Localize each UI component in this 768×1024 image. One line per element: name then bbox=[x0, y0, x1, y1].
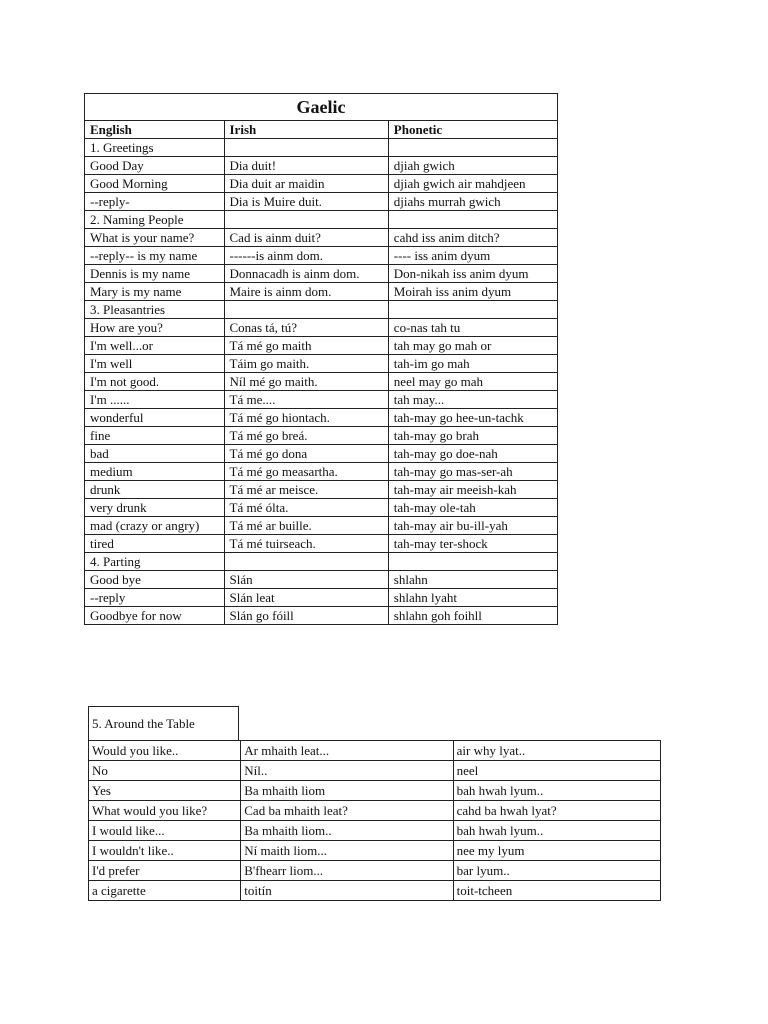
table-cell: bad bbox=[85, 445, 225, 463]
table-cell: Tá mé go dona bbox=[224, 445, 388, 463]
table-title: Gaelic bbox=[85, 94, 558, 121]
table-cell: 1. Greetings bbox=[85, 139, 225, 157]
table-row bbox=[85, 445, 558, 463]
table-cell: Slán leat bbox=[224, 589, 388, 607]
table-row bbox=[85, 427, 558, 445]
table-cell: I would like... bbox=[89, 821, 241, 841]
table-cell: Tá mé go breá. bbox=[224, 427, 388, 445]
table-cell: djiahs murrah gwich bbox=[388, 193, 557, 211]
table-row bbox=[85, 409, 558, 427]
table-cell: I'm ...... bbox=[85, 391, 225, 409]
table-cell: tah-may ole-tah bbox=[388, 499, 557, 517]
table-cell: Would you like.. bbox=[89, 741, 241, 761]
table-cell: drunk bbox=[85, 481, 225, 499]
table-row bbox=[85, 535, 558, 553]
table-cell: ---- iss anim dyum bbox=[388, 247, 557, 265]
table-cell: --reply bbox=[85, 589, 225, 607]
header-row bbox=[85, 121, 558, 139]
table-cell: Táim go maith. bbox=[224, 355, 388, 373]
table-cell bbox=[224, 553, 388, 571]
table-row bbox=[85, 301, 558, 319]
table-row bbox=[89, 801, 661, 821]
table-cell: Dia is Muire duit. bbox=[224, 193, 388, 211]
table-row bbox=[85, 517, 558, 535]
table-row bbox=[85, 391, 558, 409]
table-cell: Mary is my name bbox=[85, 283, 225, 301]
table-cell: Tá me.... bbox=[224, 391, 388, 409]
table-cell: Ar mhaith leat... bbox=[241, 741, 453, 761]
table-cell: Good Day bbox=[85, 157, 225, 175]
table-row bbox=[89, 861, 661, 881]
table-row bbox=[85, 463, 558, 481]
table-cell: toit-tcheen bbox=[453, 881, 660, 901]
table-cell: tah-may go hee-un-tachk bbox=[388, 409, 557, 427]
table-cell: tah-may go brah bbox=[388, 427, 557, 445]
table-cell: co-nas tah tu bbox=[388, 319, 557, 337]
table-row bbox=[85, 211, 558, 229]
table-cell: No bbox=[89, 761, 241, 781]
table-cell: neel bbox=[453, 761, 660, 781]
table-cell: a cigarette bbox=[89, 881, 241, 901]
table-cell: Tá mé go maith bbox=[224, 337, 388, 355]
table-cell: 4. Parting bbox=[85, 553, 225, 571]
table-cell: djiah gwich air mahdjeen bbox=[388, 175, 557, 193]
table-cell: --reply- bbox=[85, 193, 225, 211]
table-cell: Tá mé ar meisce. bbox=[224, 481, 388, 499]
table-cell: Conas tá, tú? bbox=[224, 319, 388, 337]
table-cell: Slán go fóill bbox=[224, 607, 388, 625]
table-cell: tah-may go doe-nah bbox=[388, 445, 557, 463]
table-cell: Tá mé ar buille. bbox=[224, 517, 388, 535]
table-cell bbox=[224, 211, 388, 229]
table-cell: Maire is ainm dom. bbox=[224, 283, 388, 301]
table-cell: shlahn bbox=[388, 571, 557, 589]
header-phonetic: Phonetic bbox=[388, 121, 557, 139]
table-row bbox=[85, 175, 558, 193]
table-row bbox=[85, 355, 558, 373]
table-row bbox=[89, 761, 661, 781]
table-cell: Goodbye for now bbox=[85, 607, 225, 625]
table-row bbox=[85, 571, 558, 589]
table-cell: Good bye bbox=[85, 571, 225, 589]
table-cell: Tá mé go hiontach. bbox=[224, 409, 388, 427]
table-row bbox=[85, 265, 558, 283]
around-the-table-table bbox=[88, 740, 661, 901]
table-cell: bah hwah lyum.. bbox=[453, 781, 660, 801]
table-row bbox=[89, 781, 661, 801]
table-cell: tah may go mah or bbox=[388, 337, 557, 355]
table-cell: What would you like? bbox=[89, 801, 241, 821]
table-cell: Slán bbox=[224, 571, 388, 589]
table-cell bbox=[388, 211, 557, 229]
header-english: English bbox=[85, 121, 225, 139]
table-cell: bar lyum.. bbox=[453, 861, 660, 881]
table-cell: tah-im go mah bbox=[388, 355, 557, 373]
table-cell: shlahn goh foihll bbox=[388, 607, 557, 625]
table-cell: very drunk bbox=[85, 499, 225, 517]
table-cell bbox=[388, 139, 557, 157]
table-cell: --reply-- is my name bbox=[85, 247, 225, 265]
table-row bbox=[85, 193, 558, 211]
table-row bbox=[85, 319, 558, 337]
table-cell: tah-may ter-shock bbox=[388, 535, 557, 553]
table-cell: Yes bbox=[89, 781, 241, 801]
table-cell: wonderful bbox=[85, 409, 225, 427]
table-row bbox=[85, 589, 558, 607]
table-cell: toitín bbox=[241, 881, 453, 901]
table-cell bbox=[224, 139, 388, 157]
table-row bbox=[85, 157, 558, 175]
table-row bbox=[89, 741, 661, 761]
table-cell: neel may go mah bbox=[388, 373, 557, 391]
table-cell: I wouldn't like.. bbox=[89, 841, 241, 861]
table-cell: tah-may go mas-ser-ah bbox=[388, 463, 557, 481]
table-cell: Ba mhaith liom bbox=[241, 781, 453, 801]
table-cell: Don-nikah iss anim dyum bbox=[388, 265, 557, 283]
table-row bbox=[85, 283, 558, 301]
table-cell: 2. Naming People bbox=[85, 211, 225, 229]
gaelic-phrase-table bbox=[84, 93, 558, 625]
table-cell: cahd iss anim ditch? bbox=[388, 229, 557, 247]
table-row bbox=[85, 139, 558, 157]
table-cell: How are you? bbox=[85, 319, 225, 337]
table-cell bbox=[388, 553, 557, 571]
table-cell: Níl mé go maith. bbox=[224, 373, 388, 391]
table-row bbox=[89, 881, 661, 901]
table-cell: Good Morning bbox=[85, 175, 225, 193]
table-cell: shlahn lyaht bbox=[388, 589, 557, 607]
table-cell: nee my lyum bbox=[453, 841, 660, 861]
table-cell: Cad is ainm duit? bbox=[224, 229, 388, 247]
table-cell: Dia duit ar maidin bbox=[224, 175, 388, 193]
table-cell: tah-may air meeish-kah bbox=[388, 481, 557, 499]
table-cell: Tá mé ólta. bbox=[224, 499, 388, 517]
table-cell: 3. Pleasantries bbox=[85, 301, 225, 319]
table-cell: air why lyat.. bbox=[453, 741, 660, 761]
table-cell: I'm well bbox=[85, 355, 225, 373]
table-cell: bah hwah lyum.. bbox=[453, 821, 660, 841]
table-cell bbox=[224, 301, 388, 319]
header-irish: Irish bbox=[224, 121, 388, 139]
table-row bbox=[85, 229, 558, 247]
table-cell: tah may... bbox=[388, 391, 557, 409]
table-cell: I'm well...or bbox=[85, 337, 225, 355]
table-cell: tah-may air bu-ill-yah bbox=[388, 517, 557, 535]
table-cell: djiah gwich bbox=[388, 157, 557, 175]
table-cell: tired bbox=[85, 535, 225, 553]
table-cell: Tá mé go measartha. bbox=[224, 463, 388, 481]
table-cell: mad (crazy or angry) bbox=[85, 517, 225, 535]
table-cell: B'fhearr liom... bbox=[241, 861, 453, 881]
table-row bbox=[89, 841, 661, 861]
table-cell: What is your name? bbox=[85, 229, 225, 247]
table-cell: Moirah iss anim dyum bbox=[388, 283, 557, 301]
table-cell: Donnacadh is ainm dom. bbox=[224, 265, 388, 283]
table-row bbox=[85, 553, 558, 571]
table-cell: Tá mé tuirseach. bbox=[224, 535, 388, 553]
table-cell: Ba mhaith liom.. bbox=[241, 821, 453, 841]
around-the-table-heading: 5. Around the Table bbox=[88, 706, 239, 740]
table-row bbox=[85, 481, 558, 499]
table-cell: I'd prefer bbox=[89, 861, 241, 881]
table-row bbox=[85, 373, 558, 391]
table-row bbox=[89, 821, 661, 841]
table-cell: Dennis is my name bbox=[85, 265, 225, 283]
table-row bbox=[85, 247, 558, 265]
table-row bbox=[85, 499, 558, 517]
table-cell: ------is ainm dom. bbox=[224, 247, 388, 265]
table-cell: Ní maith liom... bbox=[241, 841, 453, 861]
table-cell: Cad ba mhaith leat? bbox=[241, 801, 453, 821]
table-cell: fine bbox=[85, 427, 225, 445]
table-cell: cahd ba hwah lyat? bbox=[453, 801, 660, 821]
table-row bbox=[85, 337, 558, 355]
table-cell: Níl.. bbox=[241, 761, 453, 781]
table-cell: I'm not good. bbox=[85, 373, 225, 391]
table-cell: medium bbox=[85, 463, 225, 481]
table-cell bbox=[388, 301, 557, 319]
table-row bbox=[85, 607, 558, 625]
table-cell: Dia duit! bbox=[224, 157, 388, 175]
